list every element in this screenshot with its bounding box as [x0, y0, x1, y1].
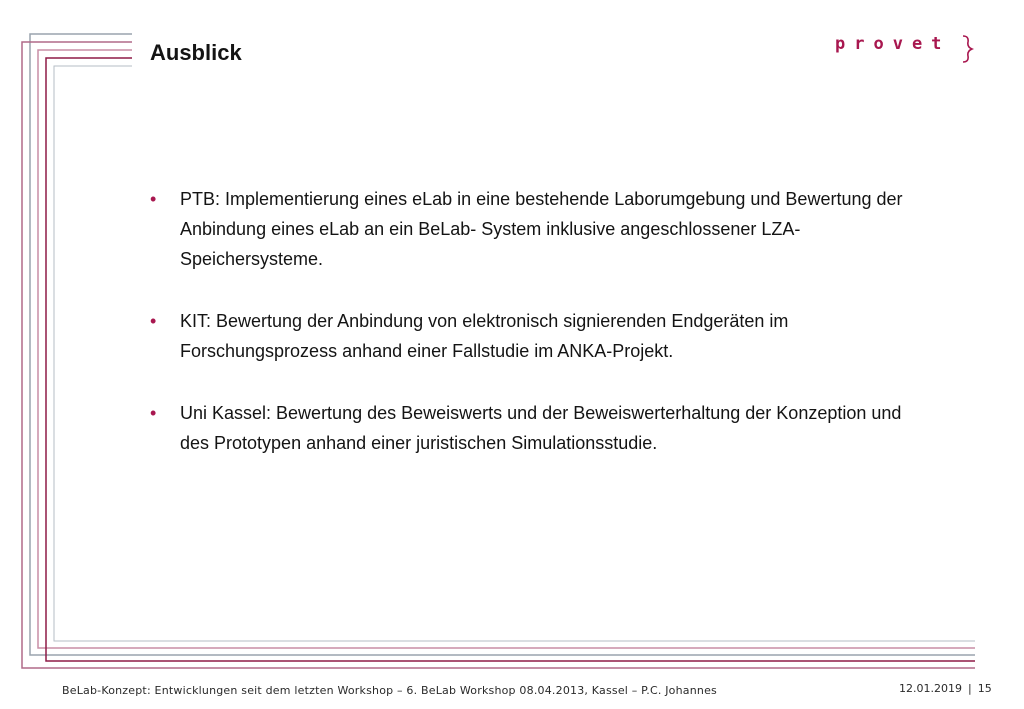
page-number: 15 — [977, 682, 992, 695]
footer-date: 12.01.2019 — [899, 682, 962, 695]
bullet-list — [150, 184, 920, 458]
list-item — [150, 184, 920, 274]
list-item — [150, 398, 920, 458]
bullet-text: Uni Kassel: Bewertung des Beweiswerts und der Beweiswerterhaltung der Konzeption und des Prototypen anhand einer juristischen Simulationsstudie. — [180, 403, 902, 453]
brace-icon — [960, 34, 974, 64]
bullet-icon: • — [150, 403, 157, 423]
provet-logo — [835, 34, 975, 64]
bullet-icon: • — [150, 311, 157, 331]
slide-title: Ausblick — [150, 40, 242, 65]
list-item — [150, 306, 920, 366]
bullet-icon: • — [150, 189, 157, 209]
bullet-text: PTB: Implementierung eines eLab in eine bestehende Laborumgebung und Bewertung der Anbindung eines eLab an ein BeLab- System inklusive angeschlossener LZA-Speichersysteme. — [180, 189, 903, 269]
footer-caption: BeLab-Konzept: Entwicklungen seit dem letzten Workshop – 6. BeLab Workshop 08.04.2013, Kassel – P.C. Johannes — [62, 684, 717, 697]
footer-date-page — [899, 682, 992, 695]
footer-separator: | — [967, 682, 972, 695]
bullet-text: KIT: Bewertung der Anbindung von elektronisch signierenden Endgeräten im Forschungsprozess anhand einer Fallstudie im ANKA-Projekt. — [180, 311, 789, 361]
logo-text: provet — [835, 34, 951, 54]
